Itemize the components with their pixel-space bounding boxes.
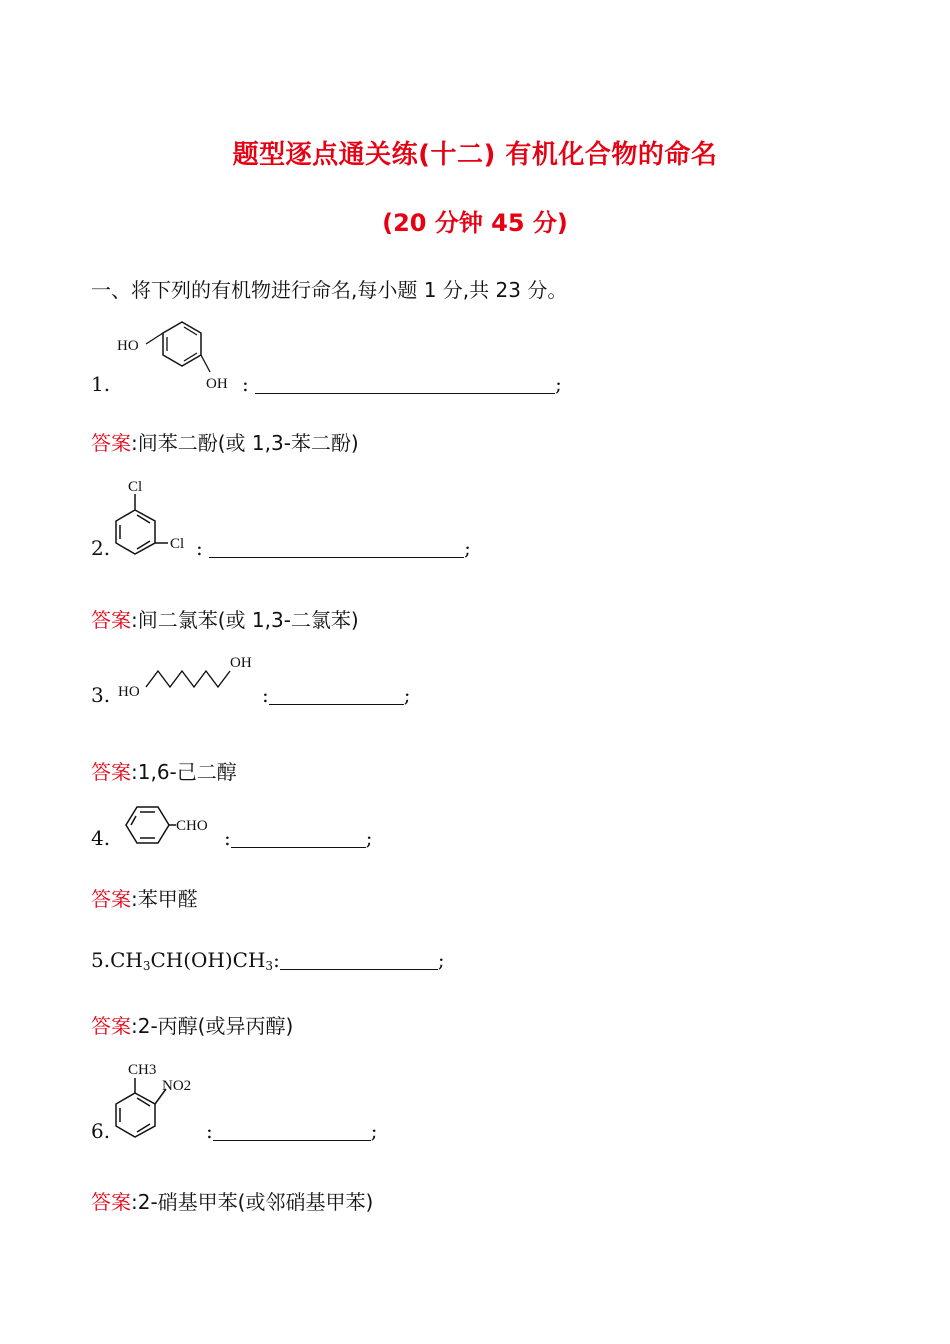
question-1 xyxy=(91,372,110,396)
answer-label: 答案 xyxy=(91,887,131,911)
answer-5 xyxy=(91,1010,293,1039)
answer-text: :间二氯苯(或 1,3-二氯苯) xyxy=(131,608,359,632)
question-number: 6. xyxy=(91,1119,111,1143)
answer-6 xyxy=(91,1186,373,1215)
answer-label: 答案 xyxy=(91,431,131,455)
page-subtitle: (20 分钟 45 分) xyxy=(382,209,568,237)
mol-label: NO2 xyxy=(162,1078,192,1094)
mol-label: Cl xyxy=(128,479,143,495)
answer-blank-3[interactable] xyxy=(269,684,404,705)
question-2 xyxy=(91,536,110,560)
mol-label: CHO xyxy=(176,818,208,834)
answer-label: 答案 xyxy=(91,1190,131,1214)
answer-text: :间苯二酚(或 1,3-苯二酚) xyxy=(131,431,359,455)
hexanediol-structure xyxy=(114,652,264,702)
answer-2 xyxy=(91,604,359,633)
answer-text: :2-丙醇(或异丙醇) xyxy=(131,1014,294,1038)
question-3 xyxy=(91,683,110,707)
answer-label: 答案 xyxy=(91,608,131,632)
question-5: $5.CH_3CH(OH)CH_3$: ; xyxy=(91,948,445,973)
answer-blank-6[interactable] xyxy=(213,1120,371,1141)
question-number: 5. xyxy=(91,948,111,972)
answer-blank-5[interactable] xyxy=(280,949,438,970)
resorcinol-structure xyxy=(112,318,252,398)
question-number: 1. xyxy=(91,372,111,396)
question-number: 3. xyxy=(91,683,111,707)
mol-label: Cl xyxy=(170,536,185,552)
answer-blank-4[interactable] xyxy=(231,827,366,848)
formula: $CH_3CH(OH)CH_3$: xyxy=(110,948,280,973)
answer-blank-1[interactable] xyxy=(255,373,555,394)
answer-4 xyxy=(91,883,198,912)
answer-label: 答案 xyxy=(91,1014,131,1038)
answer-blank-line-1: : ; xyxy=(242,372,562,396)
mol-label: HO xyxy=(118,684,140,700)
mol-label: OH xyxy=(230,655,252,671)
answer-blank-line-6: : ; xyxy=(206,1119,378,1143)
answer-label: 答案 xyxy=(91,760,131,784)
mol-label: HO xyxy=(117,338,139,354)
question-4 xyxy=(91,826,110,850)
question-number: 4. xyxy=(91,826,111,850)
section-heading: 一、将下列的有机物进行命名,每小题 1 分,共 23 分。 xyxy=(91,278,568,302)
answer-blank-line-2: : ; xyxy=(196,536,471,560)
answer-3 xyxy=(91,756,237,785)
dichlorobenzene-structure xyxy=(112,476,202,556)
question-6 xyxy=(91,1119,110,1143)
answer-text: :2-硝基甲苯(或邻硝基甲苯) xyxy=(131,1190,374,1214)
answer-1 xyxy=(91,427,359,456)
answer-text: :1,6-己二醇 xyxy=(131,760,237,784)
answer-blank-2[interactable] xyxy=(209,537,464,558)
answer-blank-line-4: : ; xyxy=(224,826,373,850)
mol-label: OH xyxy=(206,376,228,392)
page-title: 题型逐点通关练(十二) 有机化合物的命名 xyxy=(232,140,718,170)
answer-text: :苯甲醛 xyxy=(131,887,198,911)
benzaldehyde-structure xyxy=(112,802,222,848)
mol-label: CH3 xyxy=(128,1062,157,1078)
question-number: 2. xyxy=(91,536,111,560)
answer-blank-line-3: : ; xyxy=(262,683,411,707)
